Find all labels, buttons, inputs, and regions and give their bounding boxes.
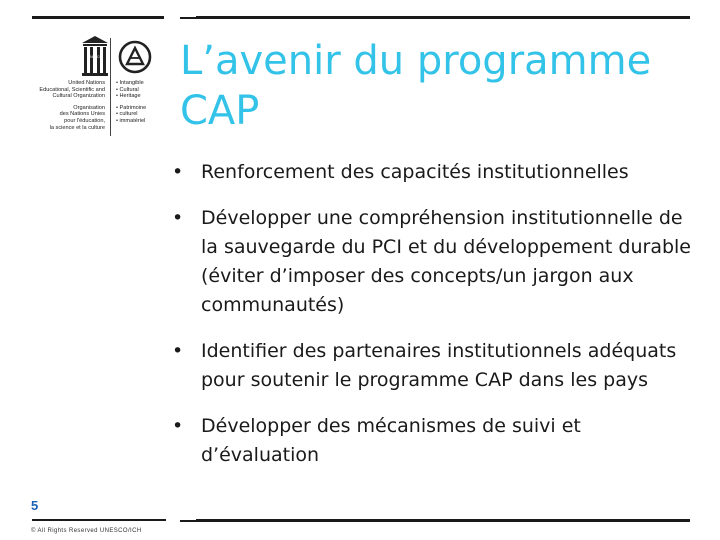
bullet-item: • Renforcement des capacités institutionnelles xyxy=(172,158,692,187)
top-right-rule xyxy=(196,16,690,19)
bullet-icon: • xyxy=(172,415,184,437)
bottom-short-rule xyxy=(180,520,196,522)
bottom-left-rule xyxy=(32,519,166,521)
ich-emblem-icon xyxy=(118,40,152,74)
top-left-rule xyxy=(32,16,164,19)
bullet-icon: • xyxy=(172,207,184,229)
unesco-ich-logo xyxy=(30,30,180,138)
unesco-name-text: United Nations Educational, Scientific and Cultural Organization Organisation des Nations Unies pour l'éducation, la science et la culture xyxy=(39,80,105,131)
unesco-temple-icon xyxy=(82,36,108,76)
bullet-item: • Identifier des partenaires institutionnels adéquats pour soutenir le programme CAP dans les pays xyxy=(172,337,692,395)
bullet-icon: • xyxy=(172,161,184,183)
copyright-notice: © All Rights Reserved UNESCO/ICH xyxy=(31,528,142,534)
bullet-icon: • xyxy=(172,340,184,362)
slide-title: L’avenir du programme CAP xyxy=(180,38,652,134)
bullet-list xyxy=(172,158,692,487)
bullet-item: • Développer une compréhension institutionnelle de la sauvegarde du PCI et du développement durable (éviter d’imposer des concepts/un jargon aux communautés) xyxy=(172,204,692,320)
slide-number: 5 xyxy=(31,498,39,513)
ich-name-text: • Intangible • Cultural • Heritage • Patrimoine • culturel • immatériel xyxy=(116,80,147,124)
logo-divider xyxy=(110,38,111,136)
top-short-rule xyxy=(180,17,196,19)
bullet-item: • Développer des mécanismes de suivi et d’évaluation xyxy=(172,412,692,470)
bottom-right-rule xyxy=(196,519,690,522)
temple-lettering: UNESCO xyxy=(87,55,103,59)
